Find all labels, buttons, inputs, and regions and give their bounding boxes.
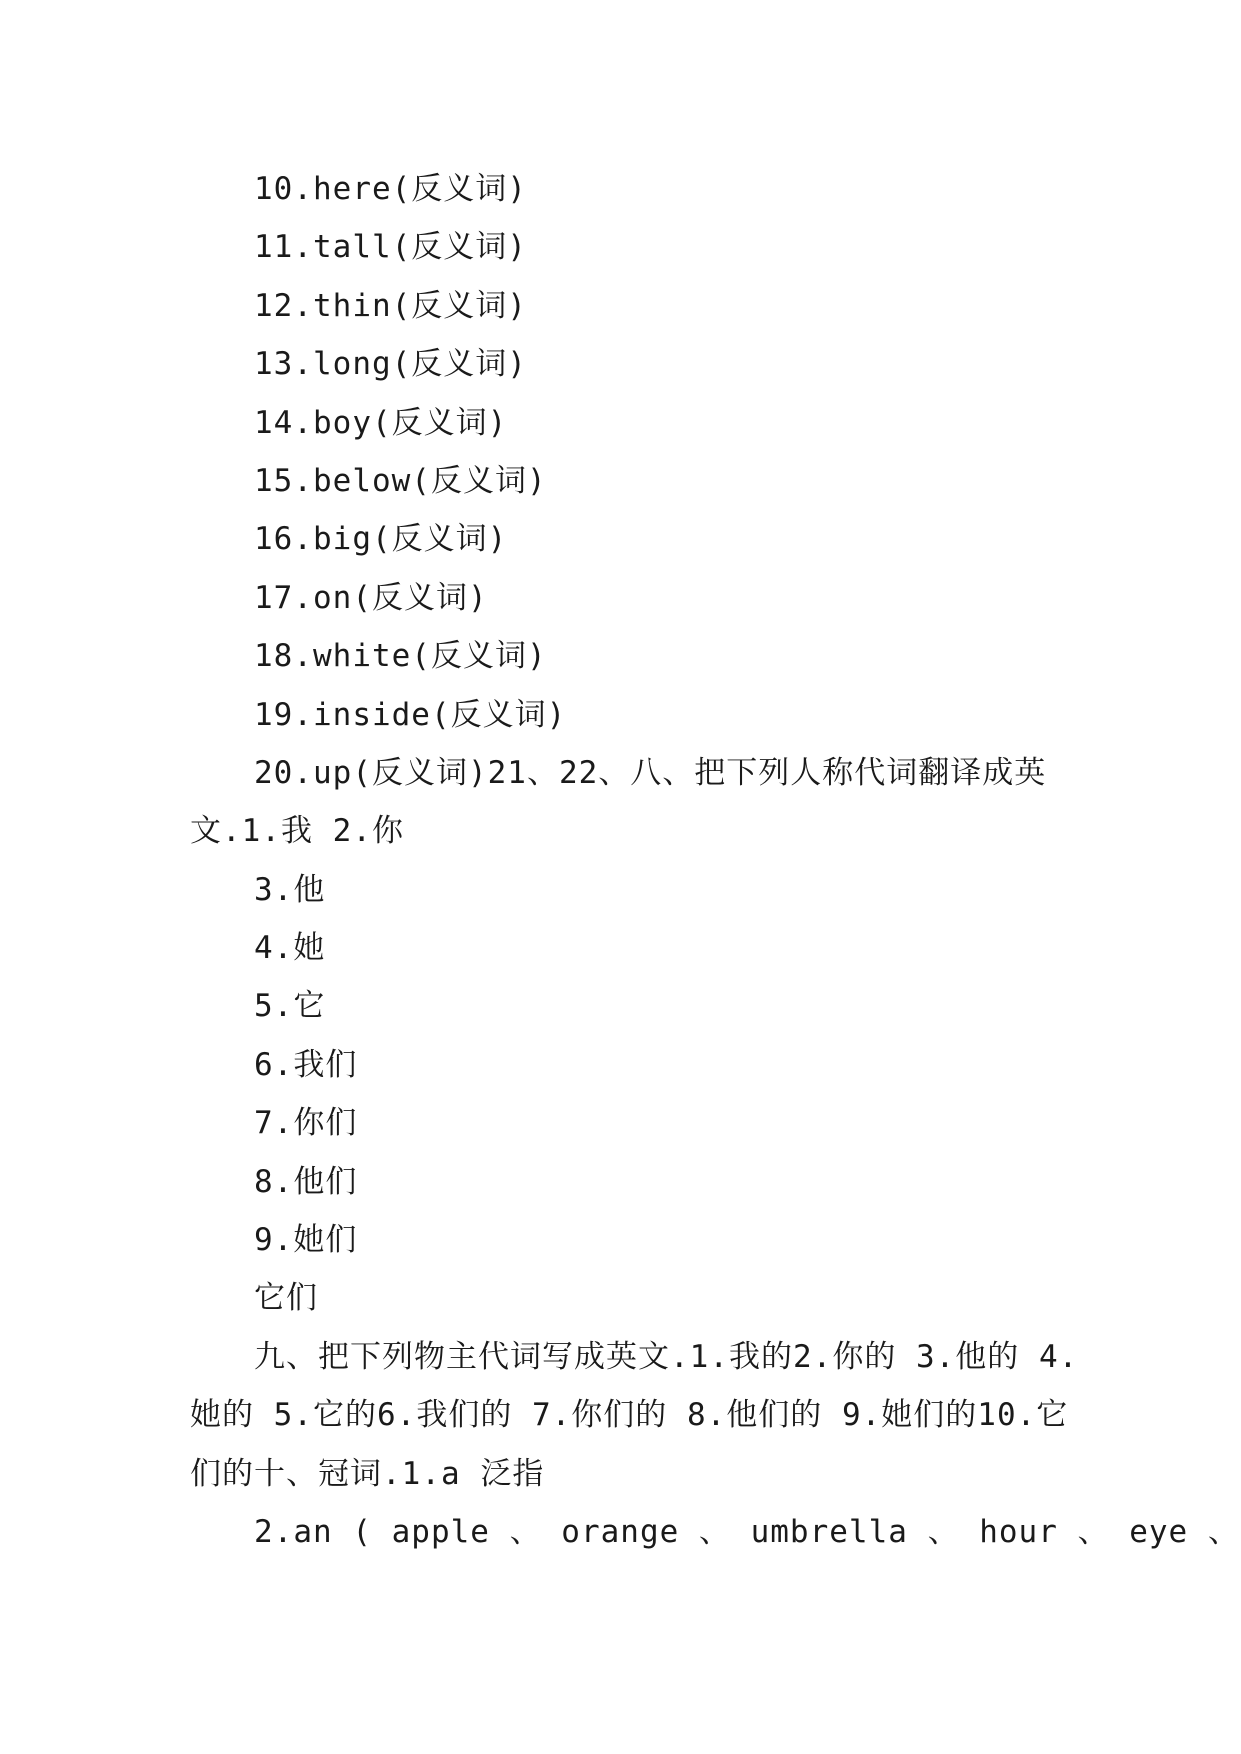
pronoun-item-they-it: 它们 xyxy=(254,1280,318,1317)
pronoun-item-7: 7.你们 xyxy=(254,1105,358,1142)
pronoun-item-3: 3.他 xyxy=(254,871,326,908)
antonym-item-16: 16.big(反义词) xyxy=(254,521,508,558)
antonym-item-10: 10.here(反义词) xyxy=(254,171,527,207)
antonym-item-13: 13.long(反义词) xyxy=(254,346,527,383)
antonym-item-12: 12.thin(反义词) xyxy=(254,287,527,324)
section-eight-line-2: 文.1.我 2.你 xyxy=(190,813,404,850)
antonym-item-19: 19.inside(反义词) xyxy=(254,696,567,733)
antonym-item-15: 15.below(反义词) xyxy=(254,462,547,499)
pronoun-item-5: 5.它 xyxy=(254,988,326,1025)
pronoun-item-9: 9.她们 xyxy=(254,1222,358,1259)
section-nine-line-3: 们的十、冠词.1.a 泛指 xyxy=(190,1455,545,1492)
antonym-item-14: 14.boy(反义词) xyxy=(254,404,508,441)
antonym-item-18: 18.white(反义词) xyxy=(254,638,547,675)
article-line: 2.an ( apple 、 orange 、 umbrella 、 hour 、 eye 、 xyxy=(254,1513,1240,1550)
antonym-item-11: 11.tall(反义词) xyxy=(254,229,527,266)
document-body xyxy=(190,160,1240,1561)
pronoun-item-4: 4.她 xyxy=(254,930,326,967)
section-nine-line-2: 她的 5.它的6.我们的 7.你们的 8.他们的 9.她们的10.它 xyxy=(190,1397,1069,1434)
pronoun-item-6: 6.我们 xyxy=(254,1046,358,1083)
antonym-item-17: 17.on(反义词) xyxy=(254,579,488,616)
pronoun-item-8: 8.他们 xyxy=(254,1163,358,1200)
section-nine-line-1: 九、把下列物主代词写成英文.1.我的2.你的 3.他的 4. xyxy=(254,1338,1079,1375)
section-eight-line-1: 20.up(反义词)21、22、八、把下列人称代词翻译成英 xyxy=(254,754,1047,791)
